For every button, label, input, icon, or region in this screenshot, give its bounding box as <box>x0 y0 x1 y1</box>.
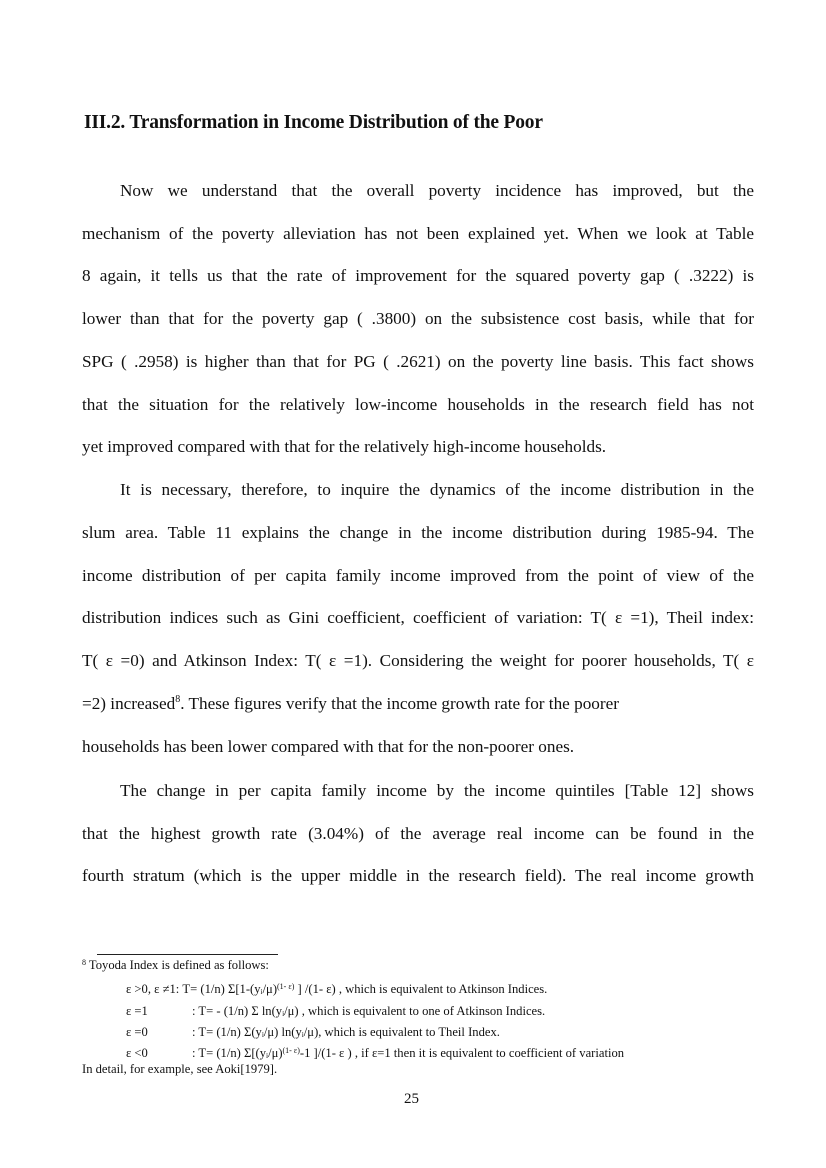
body-line: households has been lower compared with that for the non-poorer ones. <box>82 737 575 756</box>
body-line: lower than that for the poverty gap ( .3800) on the subsistence cost basis, while that for <box>82 309 754 328</box>
body-line: distribution indices such as Gini coefficient, coefficient of variation: T( ε =1), Theil index: <box>82 608 754 627</box>
body-line: slum area. Table 11 explains the change in the income distribution during 1985-94. The <box>82 523 754 542</box>
formula-text: : T= - (1/n) Σ ln(yᵢ/μ) , which is equivalent to one of Atkinson Indices. <box>192 1004 546 1018</box>
body-line: mechanism of the poverty alleviation has not been explained yet. When we look at Table <box>82 224 754 243</box>
section-heading: III.2. Transformation in Income Distribution of the Poor <box>84 112 543 133</box>
footnote-reference: In detail, for example, see Aoki[1979]. <box>82 1062 278 1076</box>
body-line: Now we understand that the overall poverty incidence has improved, but the <box>120 181 754 200</box>
formula-text: : T= (1/n) Σ[(yᵢ/μ) <box>192 1046 283 1060</box>
footnote-formula-row <box>126 1004 545 1019</box>
formula-condition: ε <0 <box>126 1046 148 1060</box>
formula-condition: ε =0 <box>126 1025 148 1039</box>
body-line: The change in per capita family income by the income quintiles [Table 12] shows <box>120 781 754 800</box>
formula-exponent: (1- ε) <box>277 982 295 991</box>
body-text <box>82 694 619 714</box>
body-line-with-footnote <box>82 694 754 714</box>
footnote-separator <box>97 954 278 955</box>
footnote-formula-row <box>126 1025 500 1040</box>
body-line: 8 again, it tells us that the rate of improvement for the squared poverty gap ( .3222) is <box>82 266 754 285</box>
body-line: yet improved compared with that for the relatively high-income households. <box>82 437 607 456</box>
footnote-formula-row: ε >0, ε ≠1: T= (1/n) Σ[1-(yᵢ/μ)$^{(1- \varepsilon)}$ ] /(1- ε) , which is equivalent to Atkinson Indices. <box>126 982 548 996</box>
formula-exponent: (1- ε) <box>282 1046 300 1055</box>
formula-text: (1- ε) , which is equivalent to Atkinson Indices. <box>308 982 548 996</box>
body-line: that the highest growth rate (3.04%) of the average real income can be found in the <box>82 824 754 843</box>
formula-text: ε >0, ε ≠1: T= (1/n) Σ[1-(yᵢ/μ) <box>126 982 278 996</box>
page-number: 25 <box>404 1091 419 1107</box>
formula-text: : T= (1/n) Σ(yᵢ/μ) ln(yᵢ/μ), which is equivalent to Theil Index. <box>192 1025 500 1039</box>
footnote-marker: 8 <box>175 694 181 705</box>
body-text-part: . These figures verify that the income growth rate for the poorer <box>180 694 619 713</box>
body-line: fourth stratum (which is the upper middle in the research field). The real income growth <box>82 866 754 885</box>
formula-condition: ε =1 <box>126 1004 148 1018</box>
body-line: that the situation for the relatively low-income households in the research field has not <box>82 395 754 414</box>
body-line: T( ε =0) and Atkinson Index: T( ε =1). Considering the weight for poorer households, T( ε <box>82 651 754 670</box>
footnote-intro-text: Toyoda Index is defined as follows: <box>88 958 269 972</box>
formula-text: -1 ] <box>299 1046 318 1060</box>
body-line: SPG ( .2958) is higher than that for PG ( .2621) on the poverty line basis. This fact shows <box>82 352 754 371</box>
body-line: income distribution of per capita family income improved from the point of view of the <box>82 566 754 585</box>
footnote-number: 8 <box>82 958 86 967</box>
footnote-intro <box>82 958 269 973</box>
footnote-formula-row <box>126 1046 624 1061</box>
body-text-part: =2) increased <box>82 694 176 713</box>
formula-text: /(1- ε ) , if ε=1 then it is equivalent to coefficient of variation <box>317 1046 625 1060</box>
body-line: It is necessary, therefore, to inquire the dynamics of the income distribution in the <box>120 480 754 499</box>
